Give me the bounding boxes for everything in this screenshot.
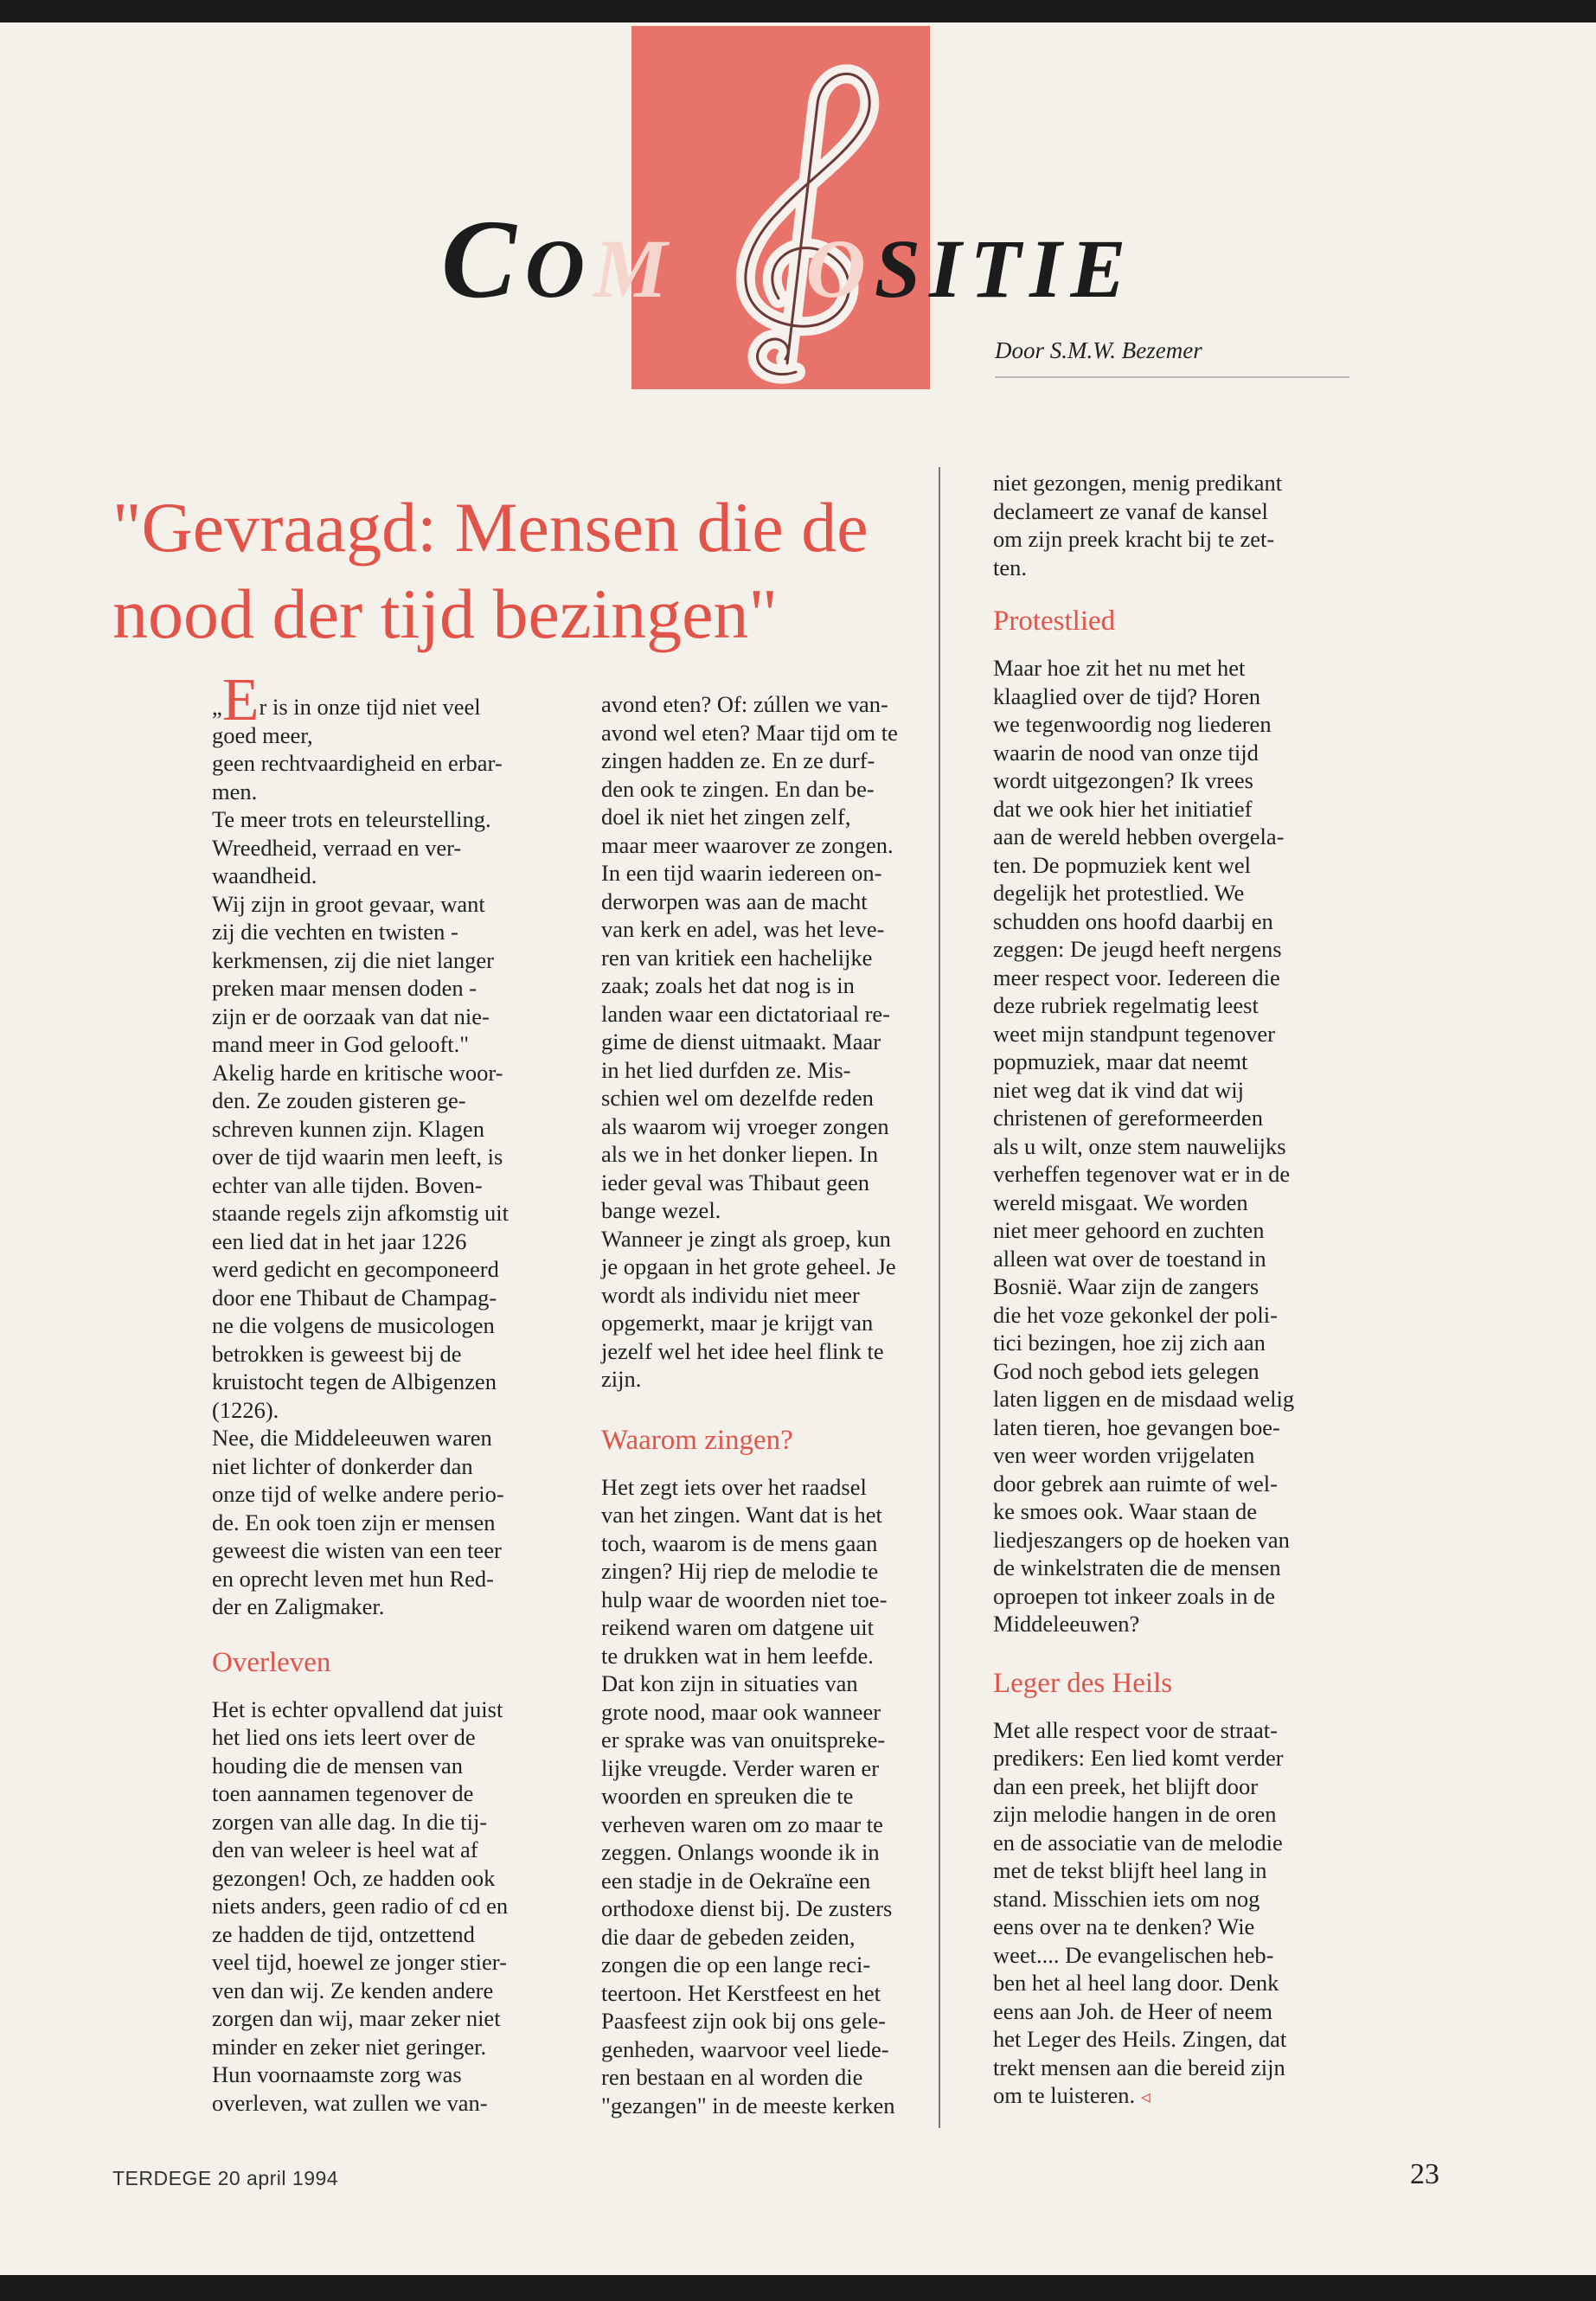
paragraph: Het is echter opvallend dat juist het lied ons iets leert over de houding die de mensen van toen aannamen tegenover de zorgen van alle dag. In die tij- den van weleer is heel wat af gezongen! Och, ze hadden ook niets anders, geen radio of cd en ze hadden de tijd, ontzettend veel tijd, hoewel ze jonger stier- ven dan wij. Ze kenden andere zorgen dan wij, maar zeker niet minder en zeker niet geringer. Hun voornaamste zorg was overleven, wat zullen we van- <box>212 1695 509 2116</box>
article-headline: "Gevraagd: Mensen die de nood der tijd bezingen" <box>112 487 869 653</box>
title-letter-m: M <box>593 222 676 315</box>
article-column-1 <box>212 667 567 2117</box>
paragraph: Het zegt iets over het raadsel van het zingen. Want dat is het toch, waarom is de mens gaan zingen? Hij riep de melodie te hulp waar de woorden niet toe- reikend waren om datgene uit te drukken wat in hem leefde. Dat kon zijn in situaties van grote nood, maar ook wanneer er sprake was van onuitspreke- lijke vreugde. Verder waren er woorden en spreuken die te verheven waren om zo maar te zeggen. Onlangs woonde ik in een stadje in de Oekraïne een orthodoxe dienst bij. De zusters die daar de gebeden zeiden, zongen die op een lange reci- teertoon. Het Kerstfeest en het Paasfeest zijn ook bij ons gele- genheden, waarvoor veel liede- ren bestaan en al worden die "gezangen" in de meeste kerken <box>601 1473 895 2118</box>
article-column-2 <box>601 690 943 2119</box>
paragraph-text: r is in onze tijd niet veel goed meer, geen rechtvaardigheid en erbar- men. Te meer trots en teleurstelling. Wreedheid, verraad en ver- waandheid. Wij zijn in groot gevaar, want zij die vechten en twisten - kerkmensen, zij die niet langer preken maar mensen doden - zijn er de oorzaak van dat nie- mand meer in God gelooft." Akelig harde en kritische woor- den. Ze zouden gisteren ge- schreven kunnen zijn. Klagen over de tijd waarin men leeft, is echter van alle tijden. Boven- staande regels zijn afkomstig uit een lied dat in het jaar 1226 werd gedicht en gecomponeerd door ene Thibaut de Champag- ne die volgens de musicologen betrokken is geweest bij de kruistocht tegen de Albigenzen (1226). Nee, die Middeleeuwen waren niet lichter of donkerder dan onze tijd of welke andere perio- de. En ook toen zijn er mensen geweest die wisten van een teer en oprecht leven met hun Red- der en Zaligmaker. <box>212 694 509 1619</box>
divider <box>995 376 1349 378</box>
paragraph: avond eten? Of: zúllen we van- avond wel eten? Maar tijd om te zingen hadden ze. En ze durf- den ook te zingen. En dan be- doel ik niet het zingen zelf, maar meer waarover ze zongen. In een tijd waarin iedereen on- derworpen was aan de macht van kerk en adel, was het leve- ren van kritiek een hachelijke zaak; zoals het dat nog is in landen waar een dictatoriaal re- gime de dienst uitmaakt. Maar in het lied durfden ze. Mis- schien wel om dezelfde reden als waarom wij vroeger zongen als we in het donker liepen. In ieder geval was Thibaut geen bange wezel. Wanneer je zingt als groep, kun je opgaan in het grote geheel. Je wordt als individu niet meer opgemerkt, maar je krijgt van jezelf wel het idee heel flink te zijn. <box>601 691 898 1392</box>
byline: Door S.M.W. Bezemer <box>995 337 1202 363</box>
page-number: 23 <box>1410 2158 1439 2190</box>
title-letter-o2: O <box>805 222 875 315</box>
paragraph: niet gezongen, menig predikant declameert ze vanaf de kansel om zijn preek kracht bij te zet- ten. <box>993 470 1283 580</box>
paragraph-text: Met alle respect voor de straat- predikers: Een lied komt verder dan een preek, het blijft door zijn melodie hangen in de oren en de associatie van de melodie met de tekst blijft heel lang in stand. Misschien iets om nog eens over na te denken? Wie weet.... De evangelischen heb- ben het al heel lang door. Denk eens aan Joh. de Heer of neem het Leger des Heils. Zingen, dat trekt mensen aan die bereid zijn om te luisteren. <box>993 1716 1287 2108</box>
subheading-leger-des-heils: Leger des Heils <box>993 1667 1173 1699</box>
opening-quote: „ <box>212 694 222 720</box>
article-column-3 <box>993 469 1352 2112</box>
subheading-protestlied: Protestlied <box>993 606 1116 637</box>
top-border <box>0 0 1596 22</box>
paragraph <box>993 1716 1352 2112</box>
bottom-border <box>0 2275 1596 2301</box>
title-letter-c: C <box>441 197 525 322</box>
paragraph: Maar hoe zit het nu met het klaaglied over de tijd? Horen we tegenwoordig nog liederen waarin de nood van onze tijd wordt uitgezongen? Ik vrees dat we ook hier het initiatief aan de wereld hebben overgela- ten. De popmuziek kent wel degelijk het protestlied. We schudden ons hoofd daarbij en zeggen: De jeugd heeft nergens meer respect voor. Iedereen die deze rubriek regelmatig leest weet mijn standpunt tegenover popmuziek, maar dat neemt niet weg dat ik vind dat wij christenen of gereformeerden als u wilt, onze stem nauwelijks verheffen tegenover wat er in de wereld misgaat. We worden niet meer gehoord en zuchten alleen wat over de toestand in Bosnië. Waar zijn de zangers die het voze gekonkel der poli- tici bezingen, hoe zij zich aan God noch gebod iets gelegen laten liggen en de misdaad welig laten tieren, hoe gevangen boe- ven weer worden vrijgelaten door gebrek aan ruimte of wel- ke smoes ook. Waar staan de liedjeszangers op de hoeken van de winkelstraten die de mensen oproepen tot inkeer zoals in de Middeleeuwen? <box>993 655 1295 1637</box>
publication-footer: TERDEGE 20 april 1994 <box>112 2167 339 2189</box>
subheading-waarom-zingen: Waarom zingen? <box>601 1424 793 1456</box>
title-letter-o: O <box>524 222 594 315</box>
intro-paragraph <box>212 667 567 1621</box>
title-suffix: SITIE <box>874 222 1135 315</box>
drop-cap: E <box>221 667 260 734</box>
end-mark-icon: ◃ <box>1140 2086 1151 2107</box>
section-title <box>441 195 1220 333</box>
subheading-overleven: Overleven <box>212 1646 331 1678</box>
